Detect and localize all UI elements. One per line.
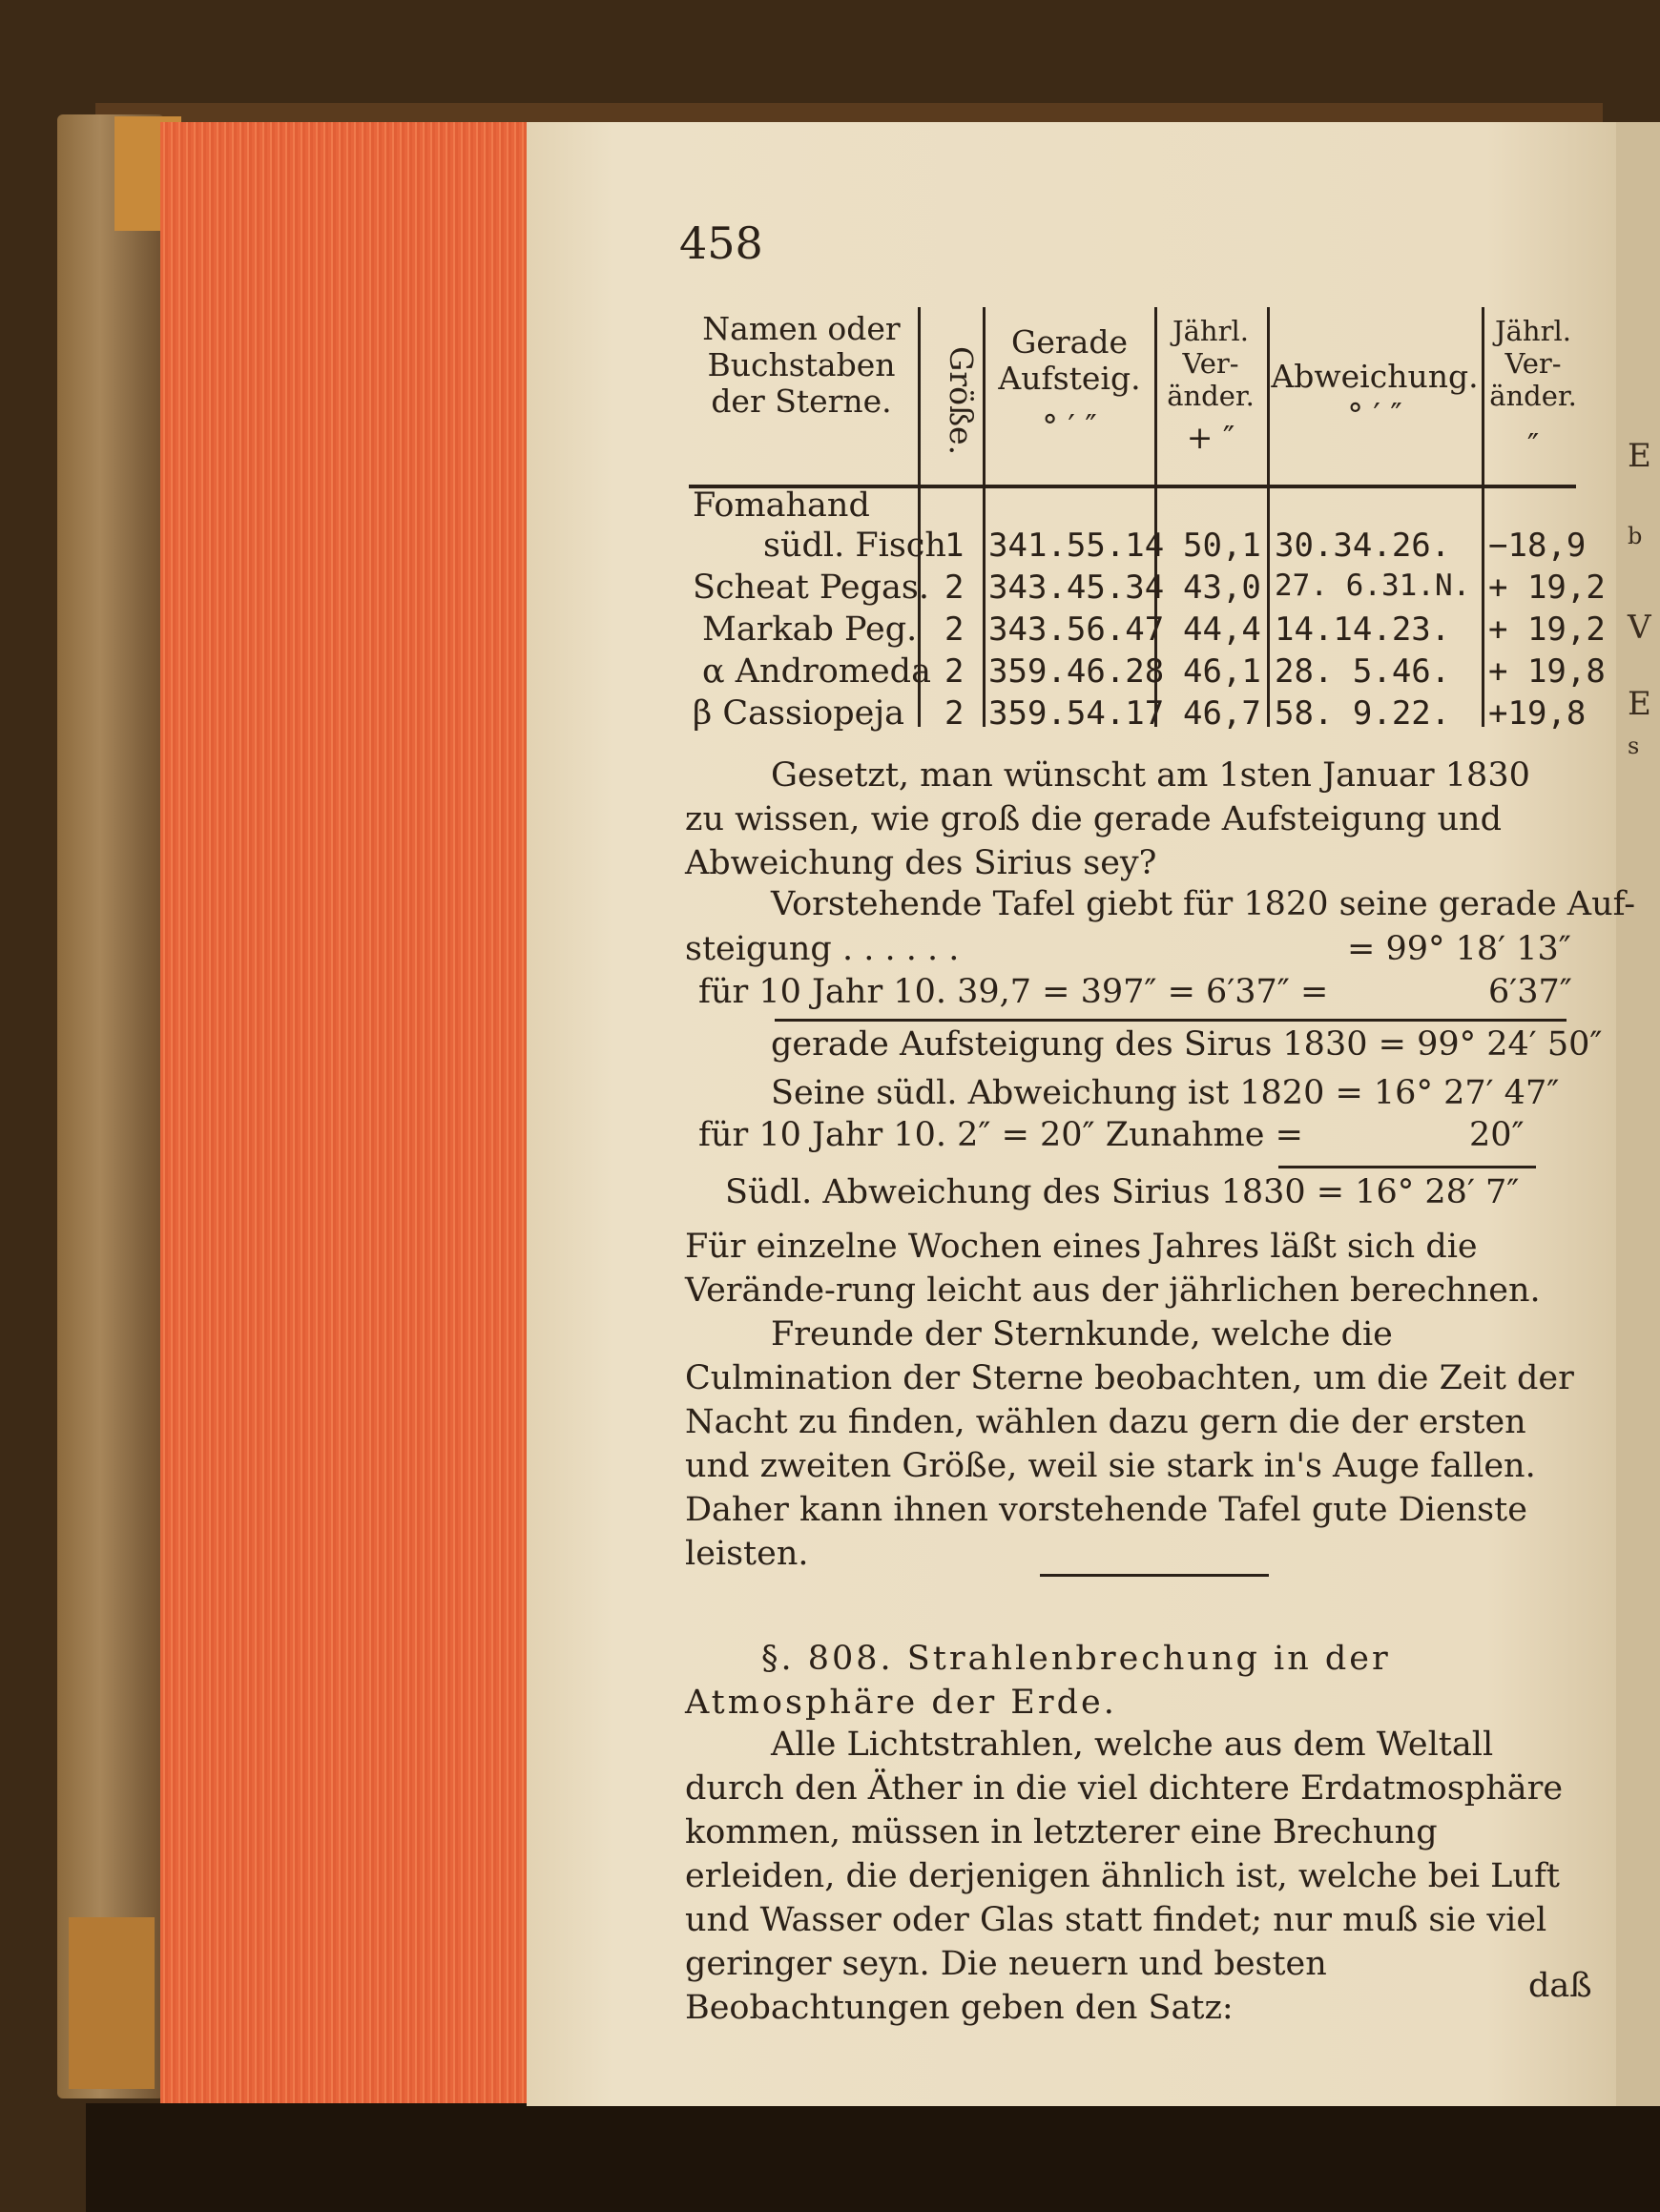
table-cell-name: Fomahand (693, 486, 870, 525)
table-cell-name: Markab Peg. (702, 610, 918, 649)
table-cell-size: 2 (944, 610, 965, 649)
bottom-shadow (86, 2103, 1660, 2212)
table-divider (1482, 307, 1484, 727)
table-cell-name: südl. Fisch (763, 527, 946, 565)
header-name: Namen oder Buchstaben der Sterne. (702, 310, 901, 420)
table-cell-ra-change: 46,1 (1183, 652, 1261, 691)
table-cell-ra: 341.55.14 (988, 527, 1165, 565)
table-cell-ra: 343.45.34 (988, 569, 1165, 607)
table-cell-decl-change: −18,9 (1488, 527, 1587, 565)
table-cell-ra-change: 43,0 (1183, 569, 1261, 607)
table-cell-size: 2 (944, 694, 965, 733)
table-cell-size: 1 (944, 527, 965, 565)
header-ra-units: ° ′ ″ (1042, 407, 1097, 444)
section-heading: §. 808. Strahlenbrechung in der Atmosphäre der Erde. (685, 1640, 1391, 1722)
header-declination-units: ° ′ ″ (1347, 396, 1402, 433)
header-ra-change: Jährl. Ver-änder. (1167, 315, 1255, 412)
header-ra: Gerade Aufsteig. (998, 323, 1141, 397)
table-cell-declination: 27. 6.31.N. (1275, 569, 1471, 603)
paragraph-culmination: Freunde der Sternkunde, welche die Culmination der Sterne beobachten, um die Zeit der Nacht zu finden, wählen dazu gern die der ersten und zweiten Größe, weil sie stark in's Auge fallen. Daher kann ihnen vorstehende Tafel gute Dienste leisten. (685, 1315, 1574, 1573)
next-page-glyph: E (1628, 685, 1651, 723)
next-page-glyph: V (1628, 609, 1651, 647)
table-cell-ra: 343.56.47 (988, 610, 1165, 649)
table-cell-ra-change: 50,1 (1183, 527, 1261, 565)
table-cell-decl-change: + 19,2 (1488, 610, 1606, 649)
calc-line-3: gerade Aufsteigung des Sirus 1830 = 99° 24′ 50″ (771, 1025, 1603, 1064)
table-cell-ra: 359.46.28 (988, 652, 1165, 691)
table-cell-name: Scheat Pegas. (693, 569, 929, 607)
table-cell-declination: 30.34.26. (1275, 527, 1451, 565)
calc-line-6: Südl. Abweichung des Sirius 1830 = 16° 28′ 7″ (725, 1173, 1520, 1211)
header-ra-change-units: + ″ (1186, 419, 1235, 456)
calc-line-2-right: 6′37″ (1488, 973, 1572, 1011)
header-decl-change-units: ″ (1526, 426, 1540, 464)
table-cell-decl-change: + 19,8 (1488, 652, 1606, 691)
catchword: daß (1528, 1967, 1592, 2005)
header-decl-change: Jährl. Ver-änder. (1489, 315, 1577, 412)
table-cell-decl-change: +19,8 (1488, 694, 1587, 733)
sum-rule (1278, 1166, 1536, 1168)
table-cell-declination: 14.14.23. (1275, 610, 1451, 649)
calc-line-2-left: für 10 Jahr 10. 39,7 = 397″ = 6′37″ = (698, 973, 1329, 1011)
header-size: Größe. (943, 345, 980, 456)
table-cell-name: β Cassiopeja (693, 694, 905, 733)
table-cell-name: α Andromeda (702, 652, 931, 691)
next-page-glyph: b (1628, 523, 1643, 549)
calc-line-5-left: für 10 Jahr 10. 2″ = 20″ Zunahme = (698, 1116, 1303, 1154)
table-divider (1267, 307, 1270, 727)
table-cell-decl-change: + 19,2 (1488, 569, 1606, 607)
calc-line-4: Seine südl. Abweichung ist 1820 = 16° 27′ 47″ (771, 1074, 1560, 1112)
sum-rule (775, 1019, 1567, 1022)
table-cell-size: 2 (944, 652, 965, 691)
leather-corner-bottom (69, 1917, 155, 2089)
page-edges (160, 122, 529, 2106)
table-cell-declination: 58. 9.22. (1275, 694, 1451, 733)
table-cell-declination: 28. 5.46. (1275, 652, 1451, 691)
next-page-glyph: E (1628, 437, 1651, 475)
table-divider (983, 307, 986, 727)
table-cell-ra: 359.54.17 (988, 694, 1165, 733)
paragraph-weeks: Für einzelne Wochen eines Jahres läßt sich die Verände-rung leicht aus der jährlichen berechnen. (685, 1228, 1541, 1310)
page-number: 458 (679, 217, 763, 269)
next-page-glyph: s (1628, 733, 1640, 759)
book-board (57, 114, 164, 2098)
next-page-sliver (1616, 122, 1660, 2106)
question-paragraph: Gesetzt, man wünscht am 1sten Januar 1830 zu wissen, wie groß die gerade Aufsteigung und Abweichung des Sirius sey? (685, 756, 1530, 882)
header-declination: Abweichung. (1271, 358, 1479, 395)
paragraph-refraction: Alle Lichtstrahlen, welche aus dem Weltall durch den Äther in die viel dichtere Erdatmosphäre kommen, müssen in letzterer eine Brechung erleiden, die derjenigen ähnlich ist, welche bei Luft und Wasser oder Glas statt findet; nur muß sie viel geringer seyn. Die neuern und besten Beobachtungen geben den Satz: (685, 1726, 1564, 2027)
table-cell-ra-change: 44,4 (1183, 610, 1261, 649)
table-cell-size: 2 (944, 569, 965, 607)
calc-line-5-right: 20″ (1469, 1116, 1525, 1154)
calc-line-1-right: = 99° 18′ 13″ (1347, 930, 1571, 968)
calc-intro: Vorstehende Tafel giebt für 1820 seine gerade Auf- (771, 885, 1636, 923)
table-cell-ra-change: 46,7 (1183, 694, 1261, 733)
calc-line-1-left: steigung . . . . . . (685, 930, 960, 968)
section-separator (1040, 1574, 1269, 1577)
